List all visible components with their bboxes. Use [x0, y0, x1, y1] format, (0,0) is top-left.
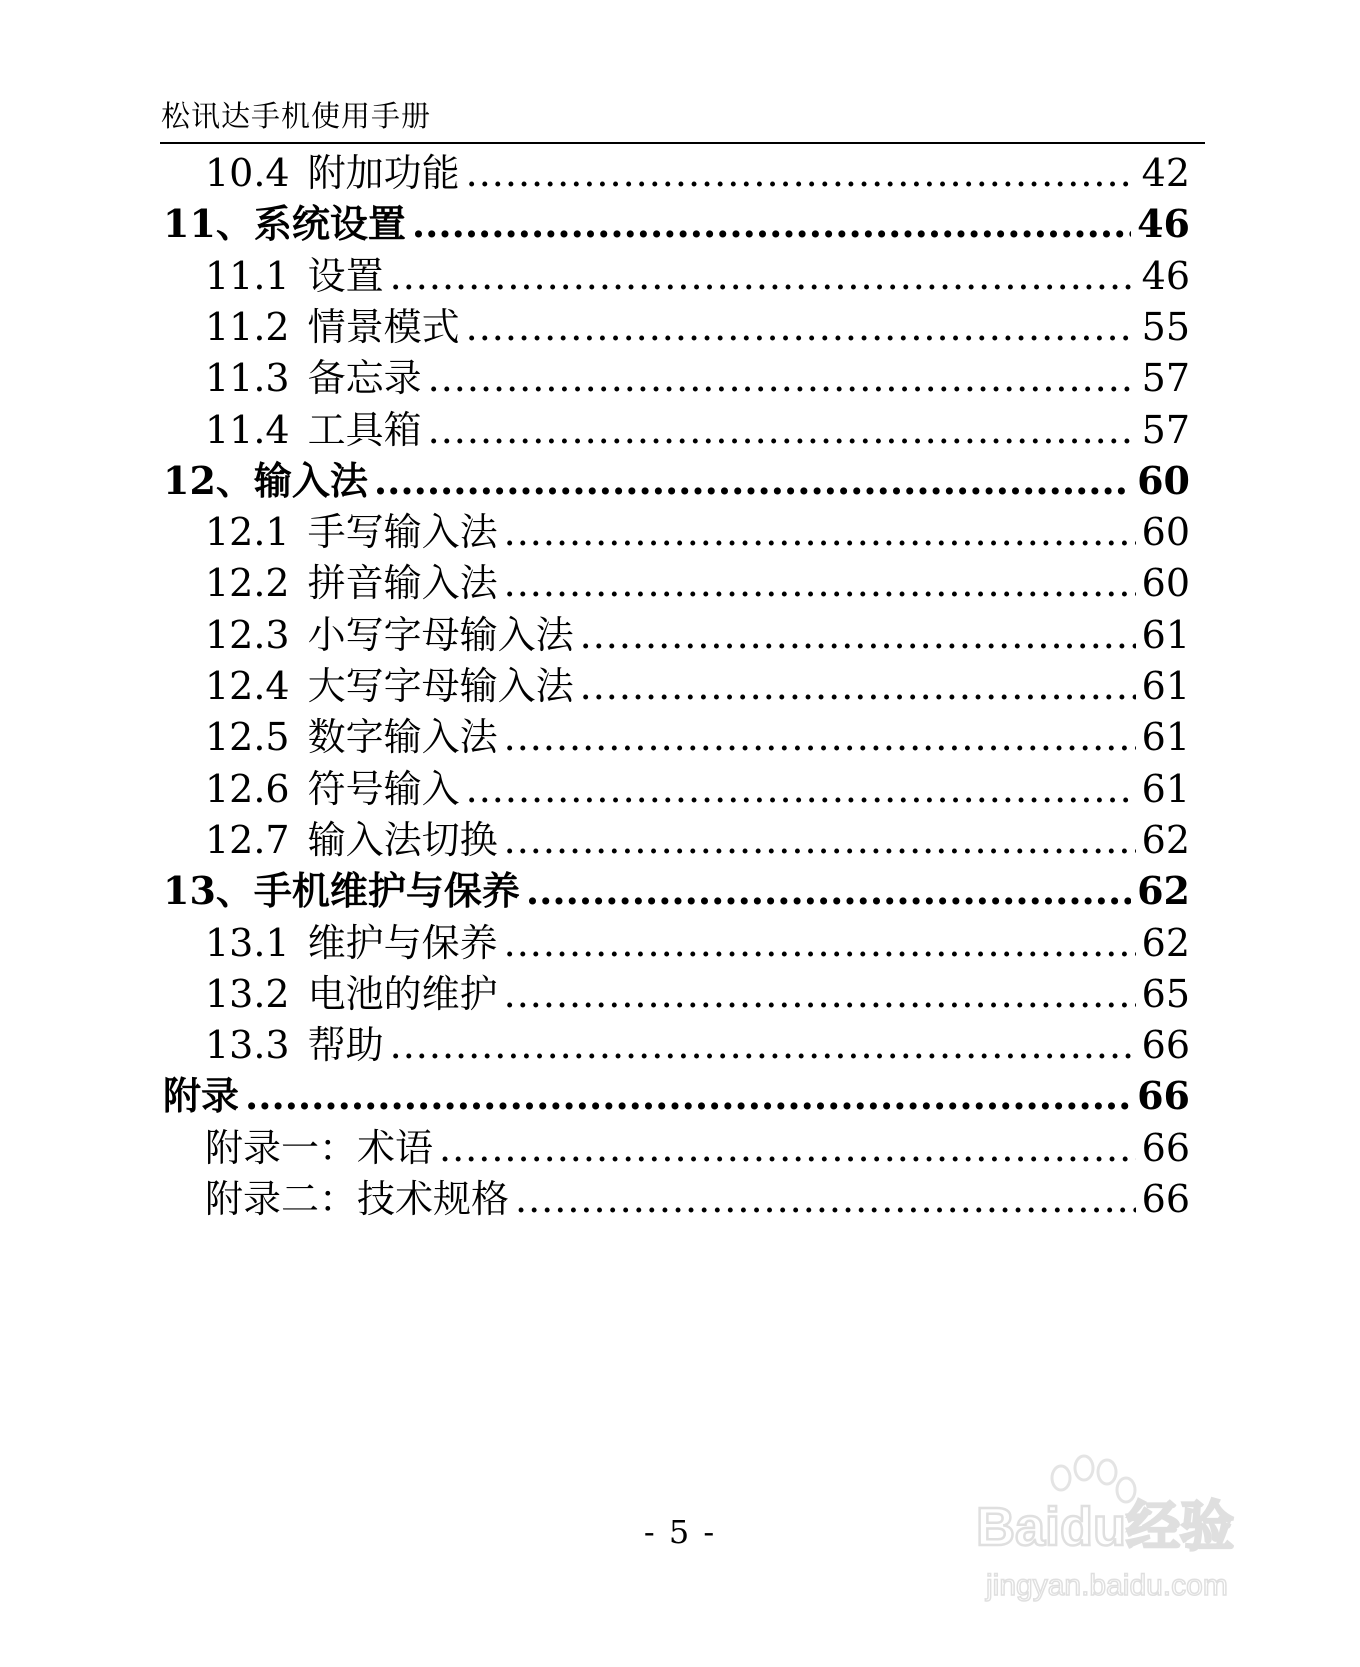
toc-section-entry [205, 815, 1190, 865]
dot-leader [504, 507, 1136, 557]
dot-leader [580, 661, 1136, 711]
toc-entry-number: 11.1 [205, 253, 290, 298]
dot-leader [526, 866, 1131, 916]
toc-entry-label: 维护与保养 [307, 920, 498, 965]
dot-leader [504, 815, 1136, 865]
toc-entry-page: 60 [1141, 510, 1190, 555]
toc-section-entry [205, 353, 1190, 403]
toc-entry-label: 设置 [307, 253, 384, 298]
toc-entry-number: 10.4 [205, 151, 290, 195]
toc-entry-number: 13.2 [205, 971, 290, 1016]
toc-entry-title [163, 456, 368, 506]
toc-entry-title [163, 1071, 239, 1121]
dot-leader [245, 1071, 1131, 1121]
toc-chapter-entry [163, 456, 1190, 506]
toc-entry-page: 65 [1141, 971, 1190, 1016]
toc-section-entry [205, 302, 1190, 352]
toc-entry-label: 帮助 [307, 1023, 384, 1068]
toc-entry-page: 60 [1141, 561, 1190, 606]
toc-section-entry [205, 969, 1190, 1019]
toc-entry-page: 55 [1141, 304, 1190, 349]
toc-entry-page: 46 [1141, 253, 1190, 298]
dot-leader [428, 405, 1136, 455]
toc-entry-title [163, 199, 406, 249]
toc-entry-label: 工具箱 [307, 407, 422, 452]
toc-entry-number: 11.2 [205, 304, 290, 349]
toc-entry-number: 12.4 [205, 664, 290, 708]
toc-entry-page: 57 [1141, 407, 1190, 452]
dot-leader [504, 918, 1136, 968]
toc-entry-label: 大写字母输入法 [307, 664, 574, 708]
toc-entry-label: 小写字母输入法 [307, 612, 574, 657]
toc-section-entry [205, 507, 1190, 557]
dot-leader [515, 1174, 1136, 1224]
toc-entry-label: 手写输入法 [307, 510, 498, 555]
toc-section-entry [205, 1020, 1190, 1070]
paw-toe-icon [1052, 1466, 1070, 1490]
toc-entry-page: 60 [1137, 457, 1190, 503]
toc-entry-title [205, 1020, 384, 1070]
toc-entry-label: 情景模式 [307, 304, 460, 349]
toc-entry-title [205, 302, 460, 352]
watermark-url: jingyan.baidu.com [986, 1569, 1228, 1602]
toc-entry-page: 62 [1137, 868, 1190, 914]
toc-entry-title [205, 815, 498, 865]
toc-entry-page: 61 [1141, 715, 1190, 760]
dot-leader [390, 1020, 1136, 1070]
toc-entry-label: 手机维护与保养 [253, 868, 520, 914]
toc-entry-title [205, 1123, 433, 1173]
toc-entry-page: 61 [1141, 766, 1190, 811]
toc-entry-page: 66 [1141, 1023, 1190, 1068]
toc-section-entry [205, 148, 1190, 198]
toc-entry-label: 附录一：术语 [205, 1125, 434, 1170]
toc-entry-label: 系统设置 [253, 201, 406, 247]
dot-leader [412, 199, 1131, 249]
toc-section-entry [205, 764, 1190, 814]
toc-entry-title [205, 251, 384, 301]
dot-leader [466, 302, 1136, 352]
toc-entry-page: 62 [1141, 920, 1190, 965]
paw-toe-icon [1075, 1456, 1093, 1480]
dot-leader [504, 712, 1136, 762]
dot-leader [439, 1123, 1136, 1173]
toc-entry-title [205, 405, 422, 455]
toc-chapter-entry [163, 199, 1190, 249]
toc-entry-page: 62 [1141, 817, 1190, 862]
toc-section-entry [205, 1123, 1190, 1173]
toc-entry-number: 12、 [163, 457, 254, 503]
toc-entry-title [205, 969, 498, 1019]
toc-section-entry [205, 712, 1190, 762]
toc-entry-page: 42 [1141, 151, 1190, 195]
toc-entry-title [205, 918, 498, 968]
baidu-jingyan-watermark [966, 1450, 1286, 1610]
dot-leader [466, 148, 1136, 198]
toc-entry-label: 电池的维护 [307, 971, 498, 1016]
toc-section-entry [205, 610, 1190, 660]
toc-section-entry [205, 661, 1190, 711]
toc-section-entry [205, 1174, 1190, 1224]
dot-leader [504, 558, 1136, 608]
dot-leader [504, 969, 1136, 1019]
toc-entry-number: 13、 [163, 868, 254, 914]
toc-entry-title [205, 353, 422, 403]
toc-entry-number: 11.3 [205, 356, 290, 401]
paw-toe-icon [1098, 1460, 1116, 1484]
toc-section-entry [205, 251, 1190, 301]
toc-entry-number: 13.3 [205, 1023, 290, 1068]
toc-entry-page: 66 [1141, 1177, 1190, 1221]
toc-chapter-entry [163, 866, 1190, 916]
toc-entry-label: 输入法切换 [307, 817, 498, 862]
toc-entry-number: 11、 [163, 201, 254, 247]
toc-entry-number: 12.7 [205, 817, 290, 862]
toc-section-entry [205, 558, 1190, 608]
dot-leader [466, 764, 1136, 814]
toc-entry-number: 11.4 [205, 407, 290, 452]
toc-entry-label: 附录二：技术规格 [205, 1177, 510, 1221]
dot-leader [580, 610, 1136, 660]
watermark-brand: Baidu经验 [976, 1497, 1235, 1557]
toc-entry-label: 拼音输入法 [307, 561, 498, 606]
toc-entry-page: 46 [1137, 201, 1190, 247]
toc-entry-number: 12.1 [205, 510, 290, 555]
dot-leader [428, 353, 1136, 403]
toc-entry-label: 符号输入 [307, 766, 460, 811]
toc-entry-label: 数字输入法 [307, 715, 498, 760]
toc-entry-page: 66 [1141, 1125, 1190, 1170]
toc-entry-title [205, 1174, 509, 1224]
dot-leader [374, 456, 1131, 506]
toc-entry-page: 66 [1137, 1073, 1190, 1119]
toc-entry-title [205, 148, 460, 198]
toc-chapter-entry [163, 1071, 1190, 1121]
toc-entry-label: 输入法 [253, 457, 368, 503]
dot-leader [390, 251, 1136, 301]
toc-entry-title [205, 610, 574, 660]
page-number: - 5 - [643, 1513, 717, 1551]
toc-section-entry [205, 918, 1190, 968]
toc-entry-number: 13.1 [205, 920, 290, 965]
toc-entry-title [205, 507, 498, 557]
toc-entry-page: 61 [1141, 664, 1190, 708]
toc-entry-page: 57 [1141, 356, 1190, 401]
toc-entry-title [205, 712, 498, 762]
toc-entry-title [205, 764, 460, 814]
toc-section-entry [205, 405, 1190, 455]
toc-entry-number: 12.6 [205, 766, 290, 811]
toc-entry-label: 备忘录 [307, 356, 422, 401]
header-rule [160, 142, 1205, 144]
running-header: 松讯达手机使用手册 [161, 99, 432, 133]
toc-entry-title [205, 558, 498, 608]
toc-entry-number: 12.5 [205, 715, 290, 760]
toc-entry-number: 12.2 [205, 561, 290, 606]
toc-entry-page: 61 [1141, 612, 1190, 657]
toc-entry-title [205, 661, 574, 711]
toc-entry-label: 附录 [163, 1073, 240, 1119]
toc-entry-title [163, 866, 520, 916]
toc-entry-label: 附加功能 [307, 151, 460, 195]
toc-entry-number: 12.3 [205, 612, 290, 657]
